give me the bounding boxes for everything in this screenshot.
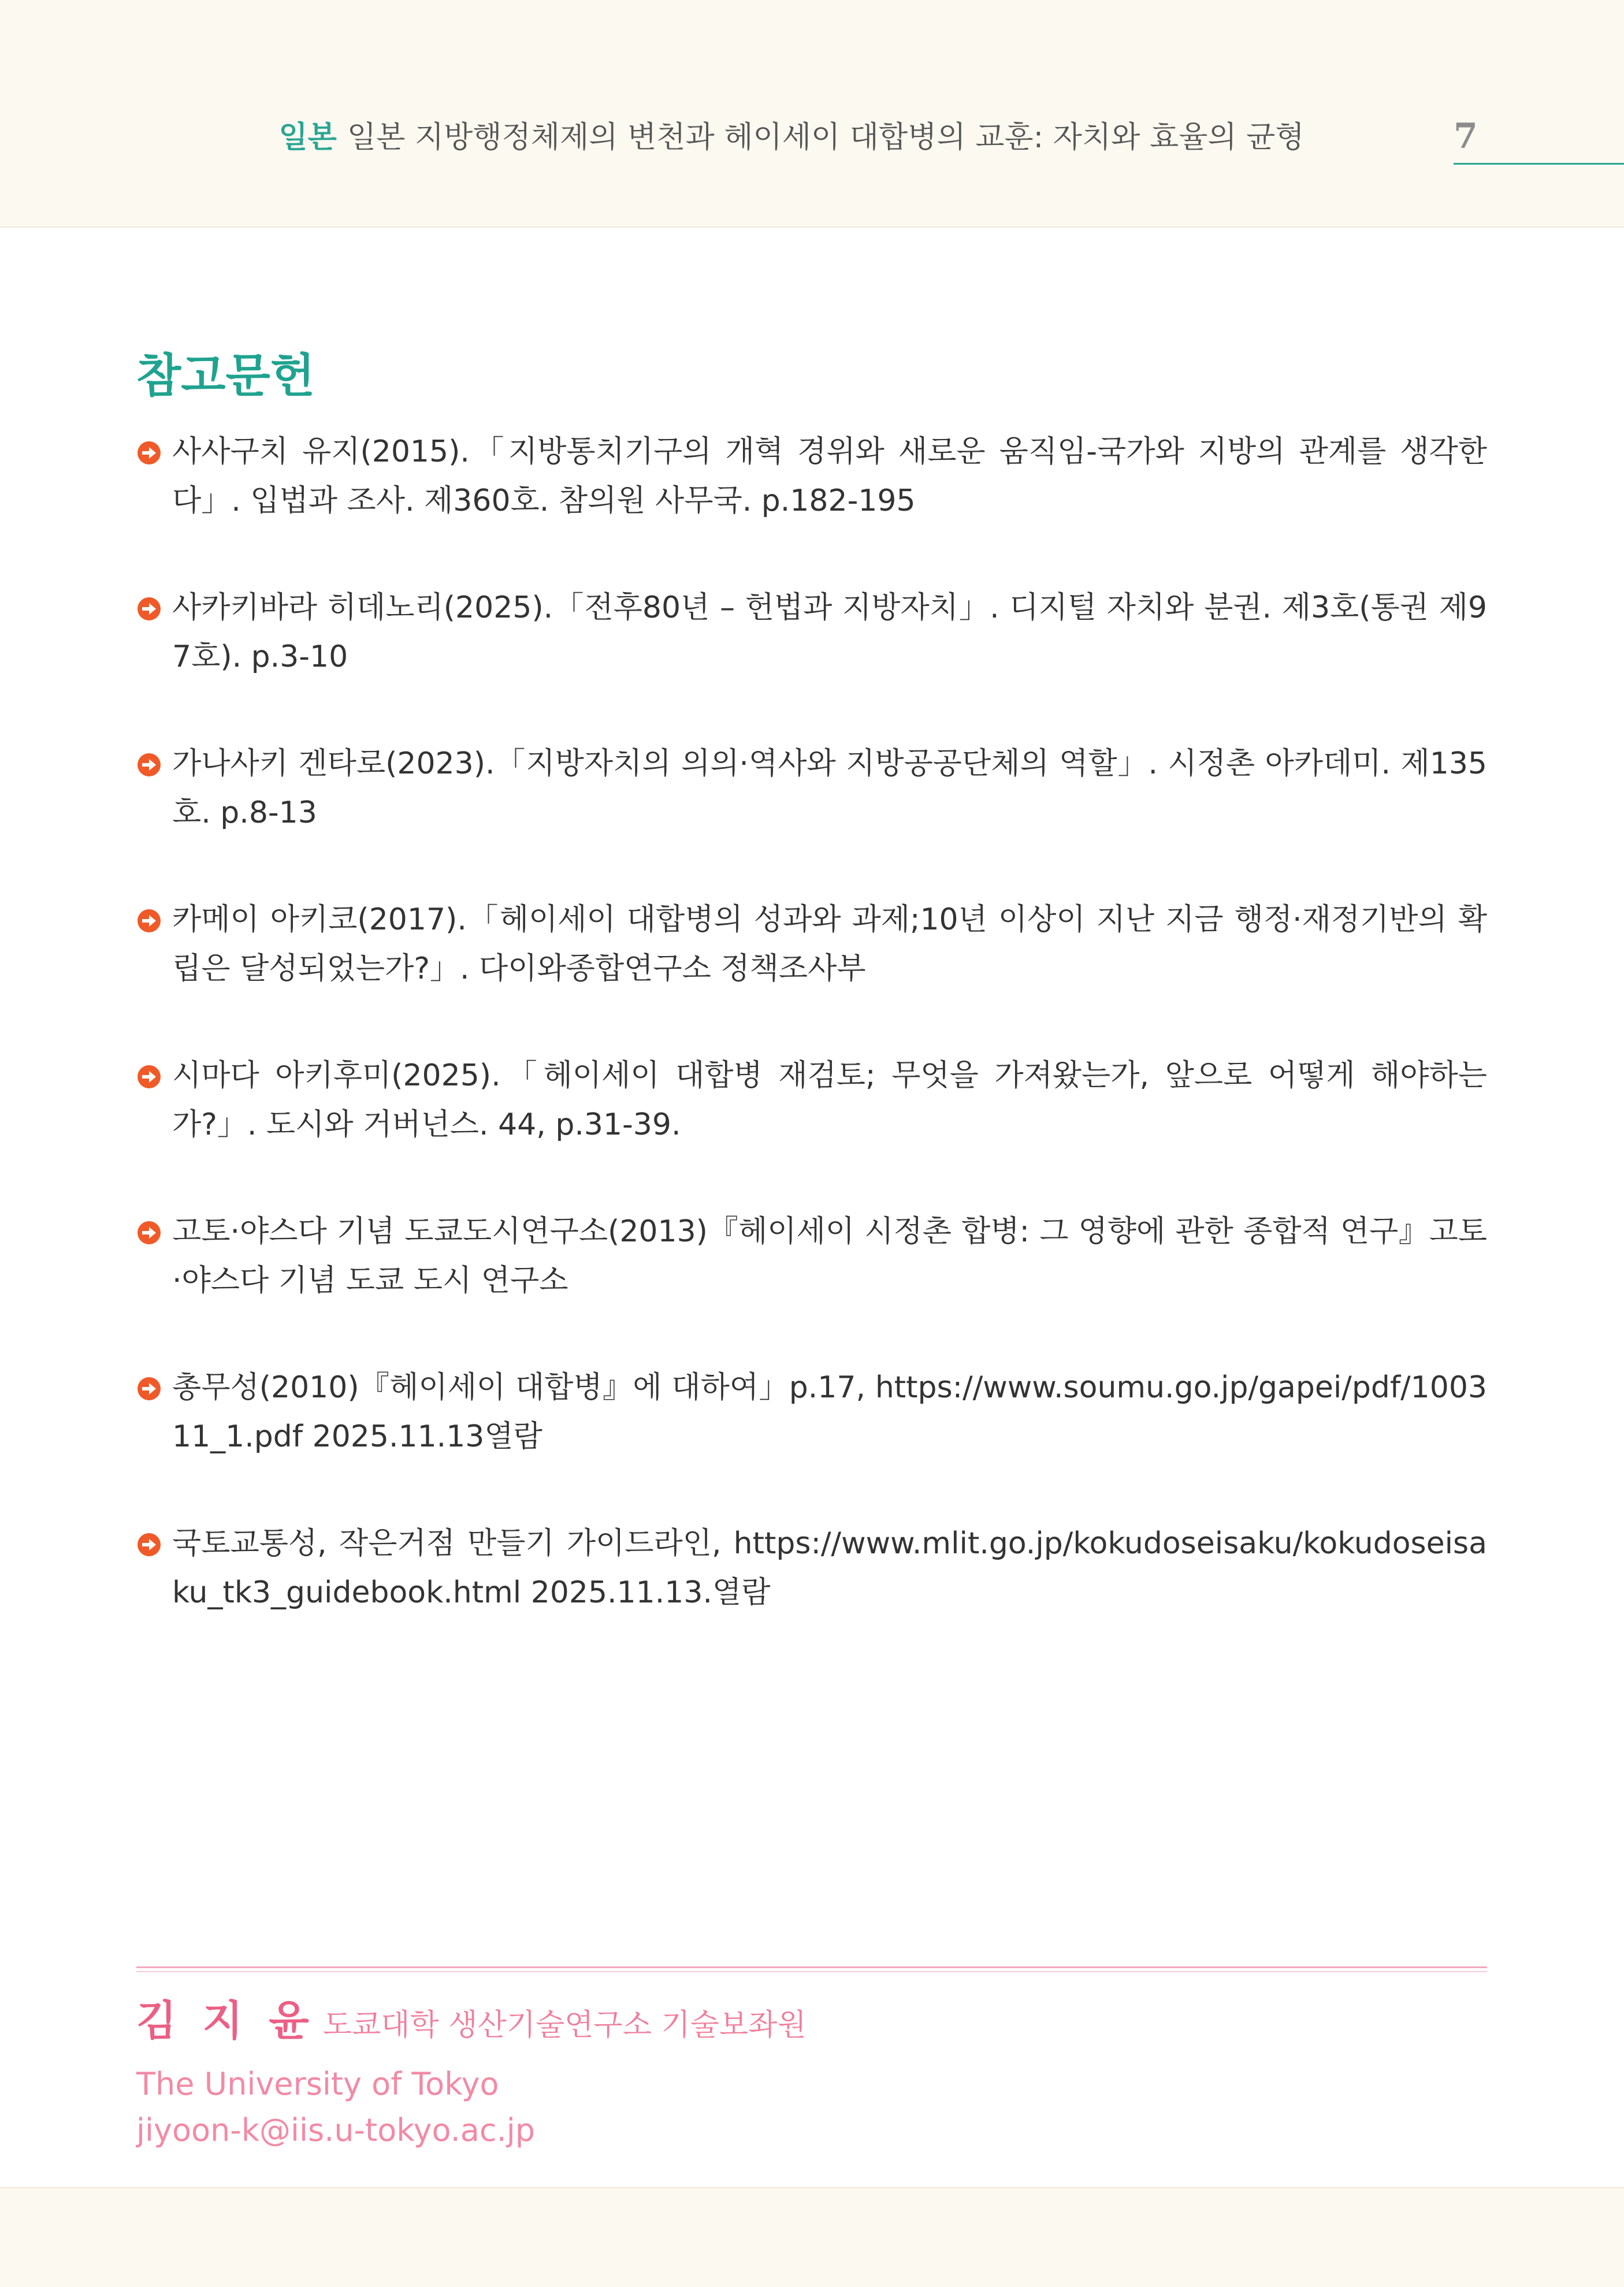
reference-text: 카메이 아키코(2017).「헤이세이 대합병의 성과와 과제;10년 이상이 지난 지금 행정·재정기반의 확립은 달성되었는가?」. 다이와종합연구소 정책조사부 <box>172 902 1487 986</box>
author-name-line <box>136 1992 807 2061</box>
reference-text: 국토교통성, 작은거점 만들기 가이드라인, https://www.mlit.go.jp/kokudoseisaku/kokudoseisaku_tk3_guidebook.html 2025.11.13.열람 <box>172 1526 1487 1610</box>
arrow-circle-right-icon <box>136 1532 162 1557</box>
running-header <box>243 114 1340 161</box>
page-number: 7 <box>1454 116 1478 157</box>
reference-item <box>136 739 1487 838</box>
reference-item <box>136 1207 1487 1306</box>
header-country: 일본 <box>278 120 337 155</box>
reference-item <box>136 427 1487 526</box>
reference-text: 총무성(2010)『헤이세이 대합병』에 대하여」p.17, https://www.soumu.go.jp/gapei/pdf/100311_1.pdf 2025.11.13열람 <box>172 1370 1487 1454</box>
author-name: 김 지 윤 <box>136 1996 315 2045</box>
reference-text: 사카키바라 히데노리(2025).「전후80년 – 헌법과 지방자치」. 디지털 자치와 분권. 제3호(통권 제97호). p.3-10 <box>172 590 1487 674</box>
reference-item <box>136 1051 1487 1150</box>
reference-text: 가나사키 겐타로(2023).「지방자치의 의의·역사와 지방공공단체의 역할」. 시정촌 아카데미. 제135호. p.8-13 <box>172 746 1487 830</box>
header-title: 일본 지방행정체제의 변천과 헤이세이 대합병의 교훈: 자치와 효율의 균형 <box>347 120 1305 155</box>
arrow-circle-right-icon <box>136 1220 162 1245</box>
header-band <box>0 0 1624 228</box>
author-block <box>136 1992 807 2154</box>
reference-text: 사사구치 유지(2015).「지방통치기구의 개혁 경위와 새로운 움직임-국가와 지방의 관계를 생각한다」. 입법과 조사. 제360호. 참의원 사무국. p.182-195 <box>172 434 1487 518</box>
page-number-rule <box>1454 163 1624 165</box>
footer-band <box>0 2187 1624 2287</box>
author-email[interactable]: jiyoon-k@iis.u-tokyo.ac.jp <box>136 2112 536 2148</box>
reference-item <box>136 1519 1487 1617</box>
section-title: 참고문헌 <box>136 349 315 403</box>
reference-text: 고토·야스다 기념 도쿄도시연구소(2013)『헤이세이 시정촌 합병: 그 영향에 관한 종합적 연구』고토·야스다 기념 도쿄 도시 연구소 <box>172 1214 1487 1298</box>
reference-item <box>136 1363 1487 1462</box>
reference-item <box>136 583 1487 682</box>
reference-list <box>136 427 1487 1675</box>
author-affiliation: 도쿄대학 생산기술연구소 기술보좌원 <box>322 2008 807 2043</box>
arrow-circle-right-icon <box>136 1064 162 1089</box>
arrow-circle-right-icon <box>136 908 162 934</box>
author-university: The University of Tokyo <box>136 2066 499 2102</box>
arrow-circle-right-icon <box>136 752 162 778</box>
arrow-circle-right-icon <box>136 1376 162 1401</box>
author-divider <box>136 1966 1487 1972</box>
reference-item <box>136 895 1487 994</box>
arrow-circle-right-icon <box>136 440 162 466</box>
arrow-circle-right-icon <box>136 596 162 622</box>
reference-text: 시마다 아키후미(2025).「헤이세이 대합병 재검토; 무엇을 가져왔는가, 앞으로 어떻게 해야하는가?」. 도시와 거버넌스. 44, p.31-39. <box>172 1058 1487 1142</box>
